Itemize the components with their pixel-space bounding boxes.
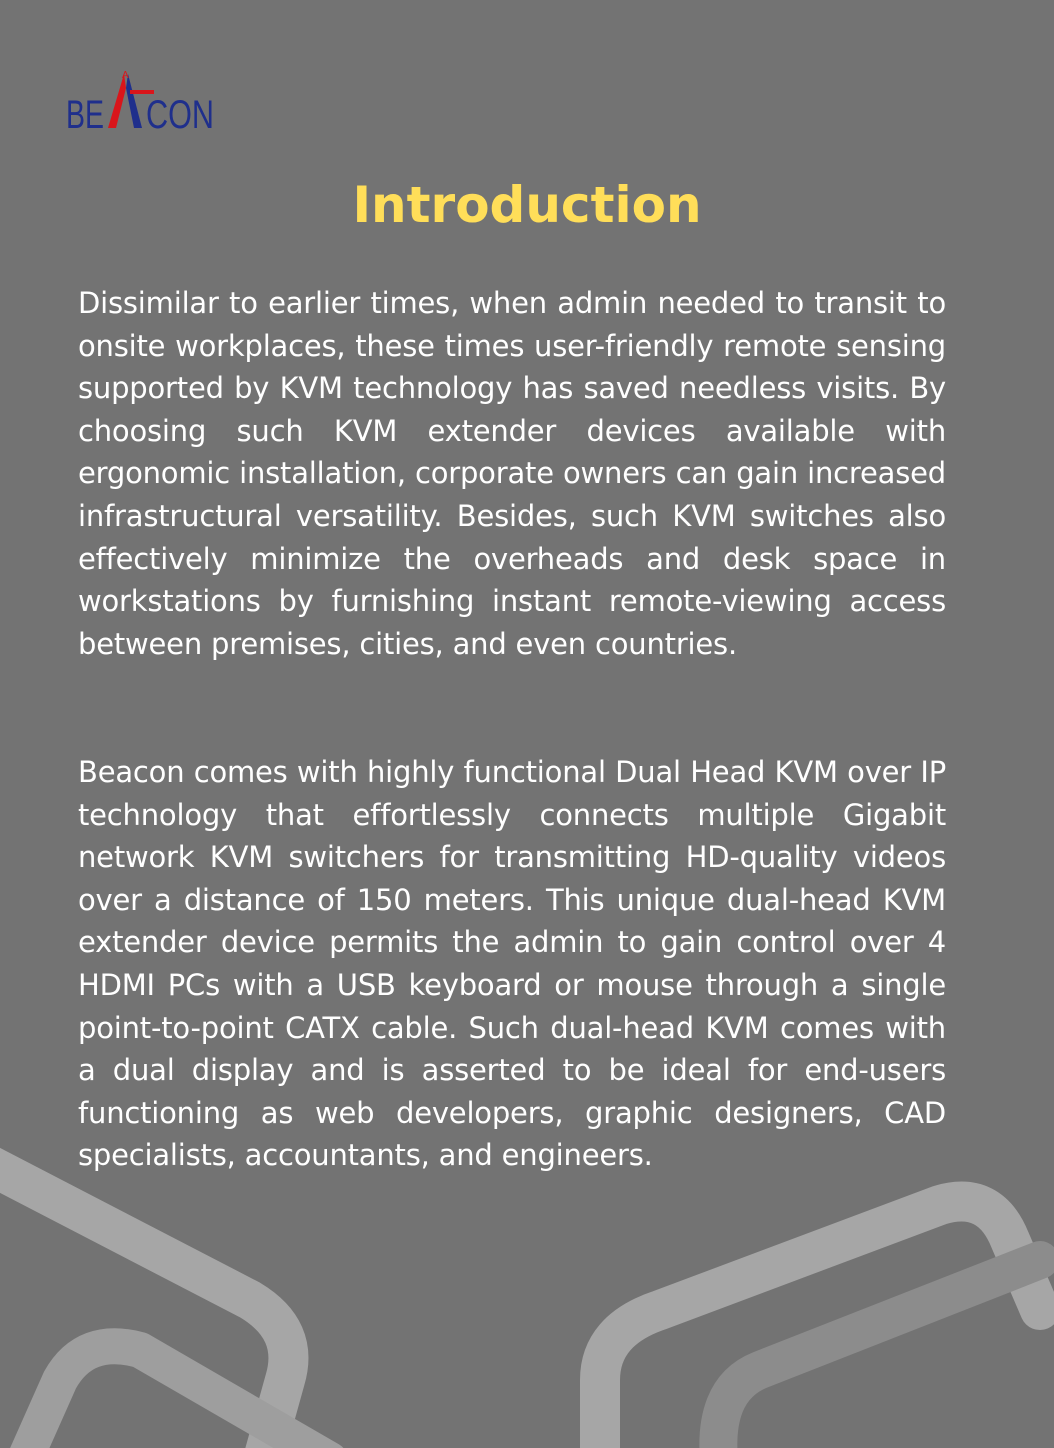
beacon-logo (66, 68, 218, 137)
left-arc (20, 1346, 330, 1448)
logo-text-left: BE (66, 93, 104, 137)
logo-text-right: CON (146, 93, 214, 137)
page-title: Introduction (352, 176, 702, 234)
right-band-outer (600, 1202, 1040, 1448)
logo-mark: A (122, 70, 129, 81)
left-band (0, 1160, 288, 1448)
intro-paragraph-1: Dissimilar to earlier times, when admin needed to transit to onsite workplaces, these times user-friendly remote sensing supported by KVM technology has saved needless visits. By choosing such KVM extender devices available with ergonomic installation, corporate owners can gain increased infrastructural versatility. Besides, such KVM switches also effectively minimize the overheads and desk space in workstations by furnishing instant remote-viewing access between premises, cities, and even countries. (78, 286, 946, 661)
right-band-inner (718, 1260, 1040, 1448)
intro-paragraph-2: Beacon comes with highly functional Dual Head KVM over IP technology that effortlessly connects multiple Gigabit network KVM switchers for transmitting HD-quality videos over a distance of 150 meters. This unique dual-head KVM extender device permits the admin to gain control over 4 HDMI PCs with a USB keyboard or mouse through a single point-to-point CATX cable. Such dual-head KVM comes with a dual display and is asserted to be ideal for end-users functioning as web developers, graphic designers, CAD specialists, accountants, and engineers. (78, 755, 946, 1173)
